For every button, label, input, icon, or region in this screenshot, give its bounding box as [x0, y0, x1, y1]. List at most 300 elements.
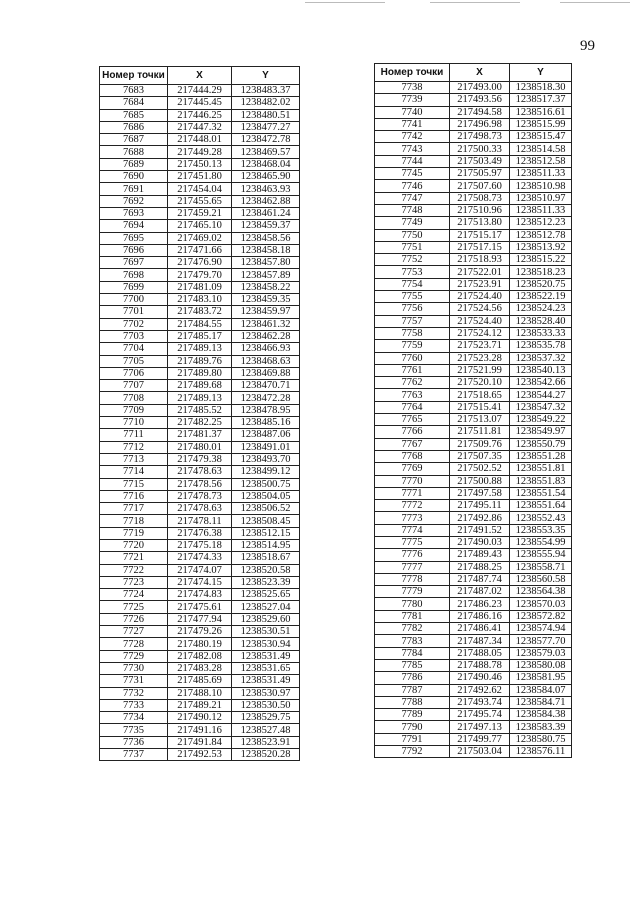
x-coordinate-cell: 217517.15 — [450, 241, 510, 253]
x-coordinate-cell: 217489.68 — [168, 380, 232, 392]
y-coordinate-cell: 1238515.22 — [510, 254, 572, 266]
column-header-x: X — [450, 64, 510, 82]
y-coordinate-cell: 1238583.39 — [510, 721, 572, 733]
x-coordinate-cell: 217475.61 — [168, 601, 232, 613]
table-row — [375, 684, 572, 696]
point-number-cell: 7712 — [100, 441, 168, 453]
table-row — [100, 367, 300, 379]
point-number-cell: 7707 — [100, 380, 168, 392]
table-row — [100, 515, 300, 527]
y-coordinate-cell: 1238462.88 — [232, 195, 300, 207]
x-coordinate-cell: 217476.38 — [168, 527, 232, 539]
y-coordinate-cell: 1238459.37 — [232, 220, 300, 232]
x-coordinate-cell: 217524.56 — [450, 303, 510, 315]
x-coordinate-cell: 217523.71 — [450, 340, 510, 352]
table-row — [375, 463, 572, 475]
x-coordinate-cell: 217489.80 — [168, 367, 232, 379]
x-coordinate-cell: 217487.34 — [450, 635, 510, 647]
table-row — [100, 576, 300, 588]
point-number-cell: 7764 — [375, 401, 450, 413]
y-coordinate-cell: 1238580.08 — [510, 659, 572, 671]
table-row — [375, 327, 572, 339]
y-coordinate-cell: 1238528.40 — [510, 315, 572, 327]
point-number-cell: 7703 — [100, 330, 168, 342]
table-row — [100, 466, 300, 478]
point-number-cell: 7792 — [375, 746, 450, 758]
point-number-cell: 7774 — [375, 524, 450, 536]
table-row — [100, 564, 300, 576]
y-coordinate-cell: 1238499.12 — [232, 466, 300, 478]
x-coordinate-cell: 217486.41 — [450, 623, 510, 635]
y-coordinate-cell: 1238523.39 — [232, 576, 300, 588]
x-coordinate-cell: 217474.83 — [168, 589, 232, 601]
x-coordinate-cell: 217454.04 — [168, 183, 232, 195]
x-coordinate-cell: 217484.55 — [168, 318, 232, 330]
x-coordinate-cell: 217493.74 — [450, 696, 510, 708]
y-coordinate-cell: 1238500.75 — [232, 478, 300, 490]
x-coordinate-cell: 217515.17 — [450, 229, 510, 241]
point-number-cell: 7767 — [375, 438, 450, 450]
table-row — [100, 134, 300, 146]
y-coordinate-cell: 1238529.60 — [232, 613, 300, 625]
x-coordinate-cell: 217480.19 — [168, 638, 232, 650]
x-coordinate-cell: 217518.65 — [450, 389, 510, 401]
y-coordinate-cell: 1238554.99 — [510, 536, 572, 548]
table-row — [100, 650, 300, 662]
point-number-cell: 7698 — [100, 269, 168, 281]
x-coordinate-cell: 217505.97 — [450, 168, 510, 180]
point-number-cell: 7717 — [100, 503, 168, 515]
point-number-cell: 7747 — [375, 192, 450, 204]
table-row — [375, 278, 572, 290]
point-number-cell: 7743 — [375, 143, 450, 155]
table-row — [100, 355, 300, 367]
table-row — [100, 232, 300, 244]
table-header-row — [100, 67, 300, 85]
y-coordinate-cell: 1238472.28 — [232, 392, 300, 404]
point-number-cell: 7694 — [100, 220, 168, 232]
point-number-cell: 7716 — [100, 490, 168, 502]
table-row — [375, 364, 572, 376]
point-number-cell: 7790 — [375, 721, 450, 733]
x-coordinate-cell: 217495.11 — [450, 500, 510, 512]
table-row — [100, 638, 300, 650]
point-number-cell: 7791 — [375, 733, 450, 745]
point-number-cell: 7730 — [100, 662, 168, 674]
y-coordinate-cell: 1238463.93 — [232, 183, 300, 195]
x-coordinate-cell: 217490.46 — [450, 672, 510, 684]
table-row — [375, 254, 572, 266]
point-number-cell: 7723 — [100, 576, 168, 588]
y-coordinate-cell: 1238553.35 — [510, 524, 572, 536]
point-number-cell: 7784 — [375, 647, 450, 659]
point-number-cell: 7702 — [100, 318, 168, 330]
table-row — [100, 417, 300, 429]
x-coordinate-cell: 217490.12 — [168, 712, 232, 724]
page-number: 99 — [580, 38, 595, 54]
table-row — [375, 118, 572, 130]
table-row — [100, 429, 300, 441]
table-row — [375, 647, 572, 659]
y-coordinate-cell: 1238515.47 — [510, 131, 572, 143]
y-coordinate-cell: 1238576.11 — [510, 746, 572, 758]
point-number-cell: 7783 — [375, 635, 450, 647]
y-coordinate-cell: 1238533.33 — [510, 327, 572, 339]
point-number-cell: 7776 — [375, 549, 450, 561]
scan-artifact-line — [560, 2, 630, 3]
y-coordinate-cell: 1238547.32 — [510, 401, 572, 413]
x-coordinate-cell: 217492.86 — [450, 512, 510, 524]
table-row — [100, 749, 300, 761]
x-coordinate-cell: 217489.76 — [168, 355, 232, 367]
point-number-cell: 7765 — [375, 414, 450, 426]
y-coordinate-cell: 1238512.58 — [510, 155, 572, 167]
x-coordinate-cell: 217475.18 — [168, 539, 232, 551]
y-coordinate-cell: 1238584.07 — [510, 684, 572, 696]
y-coordinate-cell: 1238531.49 — [232, 675, 300, 687]
y-coordinate-cell: 1238584.71 — [510, 696, 572, 708]
point-number-cell: 7731 — [100, 675, 168, 687]
x-coordinate-cell: 217507.60 — [450, 180, 510, 192]
y-coordinate-cell: 1238514.95 — [232, 539, 300, 551]
point-number-cell: 7757 — [375, 315, 450, 327]
table-row — [375, 352, 572, 364]
point-number-cell: 7746 — [375, 180, 450, 192]
y-coordinate-cell: 1238551.81 — [510, 463, 572, 475]
x-coordinate-cell: 217478.73 — [168, 490, 232, 502]
y-coordinate-cell: 1238462.28 — [232, 330, 300, 342]
y-coordinate-cell: 1238458.18 — [232, 244, 300, 256]
table-row — [100, 318, 300, 330]
table-row — [100, 392, 300, 404]
point-number-cell: 7690 — [100, 171, 168, 183]
y-coordinate-cell: 1238522.19 — [510, 291, 572, 303]
table-row — [375, 672, 572, 684]
x-coordinate-cell: 217476.90 — [168, 257, 232, 269]
y-coordinate-cell: 1238512.78 — [510, 229, 572, 241]
table-row — [375, 696, 572, 708]
y-coordinate-cell: 1238570.03 — [510, 598, 572, 610]
point-number-cell: 7688 — [100, 146, 168, 158]
point-number-cell: 7772 — [375, 500, 450, 512]
table-row — [375, 131, 572, 143]
y-coordinate-cell: 1238457.80 — [232, 257, 300, 269]
table-row — [100, 527, 300, 539]
point-number-cell: 7684 — [100, 97, 168, 109]
x-coordinate-cell: 217481.37 — [168, 429, 232, 441]
x-coordinate-cell: 217496.98 — [450, 118, 510, 130]
x-coordinate-cell: 217520.10 — [450, 377, 510, 389]
point-number-cell: 7714 — [100, 466, 168, 478]
x-coordinate-cell: 217497.13 — [450, 721, 510, 733]
x-coordinate-cell: 217515.41 — [450, 401, 510, 413]
x-coordinate-cell: 217507.35 — [450, 450, 510, 462]
point-number-cell: 7749 — [375, 217, 450, 229]
y-coordinate-cell: 1238469.88 — [232, 367, 300, 379]
y-coordinate-cell: 1238530.94 — [232, 638, 300, 650]
point-number-cell: 7788 — [375, 696, 450, 708]
x-coordinate-cell: 217449.28 — [168, 146, 232, 158]
x-coordinate-cell: 217488.25 — [450, 561, 510, 573]
y-coordinate-cell: 1238540.13 — [510, 364, 572, 376]
x-coordinate-cell: 217478.63 — [168, 466, 232, 478]
x-coordinate-cell: 217498.73 — [450, 131, 510, 143]
y-coordinate-cell: 1238477.27 — [232, 121, 300, 133]
x-coordinate-cell: 217469.02 — [168, 232, 232, 244]
point-number-cell: 7738 — [375, 82, 450, 94]
x-coordinate-cell: 217474.07 — [168, 564, 232, 576]
x-coordinate-cell: 217500.33 — [450, 143, 510, 155]
x-coordinate-cell: 217492.53 — [168, 749, 232, 761]
table-row — [100, 453, 300, 465]
x-coordinate-cell: 217479.26 — [168, 626, 232, 638]
x-coordinate-cell: 217447.32 — [168, 121, 232, 133]
table-header-row — [375, 64, 572, 82]
x-coordinate-cell: 217478.63 — [168, 503, 232, 515]
y-coordinate-cell: 1238564.38 — [510, 586, 572, 598]
x-coordinate-cell: 217478.56 — [168, 478, 232, 490]
table-row — [100, 503, 300, 515]
table-row — [375, 377, 572, 389]
x-coordinate-cell: 217480.01 — [168, 441, 232, 453]
table-row — [375, 549, 572, 561]
point-number-cell: 7755 — [375, 291, 450, 303]
x-coordinate-cell: 217494.58 — [450, 106, 510, 118]
table-row — [100, 712, 300, 724]
point-number-cell: 7770 — [375, 475, 450, 487]
point-number-cell: 7719 — [100, 527, 168, 539]
y-coordinate-cell: 1238537.32 — [510, 352, 572, 364]
y-coordinate-cell: 1238465.90 — [232, 171, 300, 183]
table-row — [375, 573, 572, 585]
table-row — [100, 257, 300, 269]
x-coordinate-cell: 217510.96 — [450, 204, 510, 216]
table-row — [375, 733, 572, 745]
y-coordinate-cell: 1238512.23 — [510, 217, 572, 229]
point-number-cell: 7691 — [100, 183, 168, 195]
x-coordinate-cell: 217474.15 — [168, 576, 232, 588]
x-coordinate-cell: 217518.93 — [450, 254, 510, 266]
y-coordinate-cell: 1238459.35 — [232, 294, 300, 306]
coordinates-table-right — [374, 63, 572, 758]
point-number-cell: 7685 — [100, 109, 168, 121]
y-coordinate-cell: 1238520.58 — [232, 564, 300, 576]
y-coordinate-cell: 1238531.65 — [232, 662, 300, 674]
x-coordinate-cell: 217523.28 — [450, 352, 510, 364]
table-row — [100, 220, 300, 232]
y-coordinate-cell: 1238530.50 — [232, 699, 300, 711]
x-coordinate-cell: 217491.84 — [168, 736, 232, 748]
point-number-cell: 7713 — [100, 453, 168, 465]
point-number-cell: 7760 — [375, 352, 450, 364]
point-number-cell: 7693 — [100, 207, 168, 219]
point-number-cell: 7748 — [375, 204, 450, 216]
point-number-cell: 7778 — [375, 573, 450, 585]
table-row — [100, 171, 300, 183]
table-row — [100, 183, 300, 195]
table-row — [100, 675, 300, 687]
table-row — [100, 294, 300, 306]
point-number-cell: 7756 — [375, 303, 450, 315]
y-coordinate-cell: 1238552.43 — [510, 512, 572, 524]
x-coordinate-cell: 217500.88 — [450, 475, 510, 487]
y-coordinate-cell: 1238529.75 — [232, 712, 300, 724]
table-row — [100, 478, 300, 490]
point-number-cell: 7686 — [100, 121, 168, 133]
point-number-cell: 7779 — [375, 586, 450, 598]
y-coordinate-cell: 1238527.48 — [232, 724, 300, 736]
table-row — [100, 613, 300, 625]
point-number-cell: 7741 — [375, 118, 450, 130]
point-number-cell: 7708 — [100, 392, 168, 404]
point-number-cell: 7754 — [375, 278, 450, 290]
table-row — [100, 244, 300, 256]
table-row — [100, 589, 300, 601]
x-coordinate-cell: 217493.00 — [450, 82, 510, 94]
point-number-cell: 7706 — [100, 367, 168, 379]
y-coordinate-cell: 1238542.66 — [510, 377, 572, 389]
y-coordinate-cell: 1238544.27 — [510, 389, 572, 401]
y-coordinate-cell: 1238516.61 — [510, 106, 572, 118]
table-row — [375, 192, 572, 204]
x-coordinate-cell: 217489.21 — [168, 699, 232, 711]
x-coordinate-cell: 217455.65 — [168, 195, 232, 207]
table-row — [375, 414, 572, 426]
x-coordinate-cell: 217474.33 — [168, 552, 232, 564]
y-coordinate-cell: 1238515.99 — [510, 118, 572, 130]
table-row — [100, 158, 300, 170]
point-number-cell: 7768 — [375, 450, 450, 462]
y-coordinate-cell: 1238466.93 — [232, 343, 300, 355]
point-number-cell: 7715 — [100, 478, 168, 490]
x-coordinate-cell: 217488.78 — [450, 659, 510, 671]
x-coordinate-cell: 217524.40 — [450, 291, 510, 303]
table-row — [375, 82, 572, 94]
y-coordinate-cell: 1238584.38 — [510, 709, 572, 721]
y-coordinate-cell: 1238510.97 — [510, 192, 572, 204]
table-row — [375, 291, 572, 303]
y-coordinate-cell: 1238525.65 — [232, 589, 300, 601]
point-number-cell: 7766 — [375, 426, 450, 438]
table-row — [100, 441, 300, 453]
x-coordinate-cell: 217502.52 — [450, 463, 510, 475]
table-row — [375, 168, 572, 180]
point-number-cell: 7782 — [375, 623, 450, 635]
x-coordinate-cell: 217489.13 — [168, 392, 232, 404]
x-coordinate-cell: 217478.11 — [168, 515, 232, 527]
y-coordinate-cell: 1238520.28 — [232, 749, 300, 761]
point-number-cell: 7696 — [100, 244, 168, 256]
y-coordinate-cell: 1238574.94 — [510, 623, 572, 635]
y-coordinate-cell: 1238485.16 — [232, 417, 300, 429]
y-coordinate-cell: 1238523.91 — [232, 736, 300, 748]
point-number-cell: 7720 — [100, 539, 168, 551]
x-coordinate-cell: 217482.08 — [168, 650, 232, 662]
point-number-cell: 7780 — [375, 598, 450, 610]
table-row — [100, 343, 300, 355]
y-coordinate-cell: 1238551.64 — [510, 500, 572, 512]
table-row — [375, 94, 572, 106]
point-number-cell: 7775 — [375, 536, 450, 548]
x-coordinate-cell: 217490.03 — [450, 536, 510, 548]
point-number-cell: 7687 — [100, 134, 168, 146]
y-coordinate-cell: 1238579.03 — [510, 647, 572, 659]
x-coordinate-cell: 217497.58 — [450, 487, 510, 499]
point-number-cell: 7736 — [100, 736, 168, 748]
table-row — [100, 269, 300, 281]
table-row — [375, 426, 572, 438]
column-header-y: Y — [510, 64, 572, 82]
table-row — [375, 586, 572, 598]
table-row — [375, 500, 572, 512]
point-number-cell: 7726 — [100, 613, 168, 625]
table-row — [375, 389, 572, 401]
point-number-cell: 7786 — [375, 672, 450, 684]
point-number-cell: 7759 — [375, 340, 450, 352]
y-coordinate-cell: 1238535.78 — [510, 340, 572, 352]
table-row — [100, 85, 300, 97]
x-coordinate-cell: 217489.13 — [168, 343, 232, 355]
point-number-cell: 7744 — [375, 155, 450, 167]
x-coordinate-cell: 217483.72 — [168, 306, 232, 318]
point-number-cell: 7769 — [375, 463, 450, 475]
point-number-cell: 7700 — [100, 294, 168, 306]
point-number-cell: 7742 — [375, 131, 450, 143]
y-coordinate-cell: 1238458.22 — [232, 281, 300, 293]
y-coordinate-cell: 1238580.75 — [510, 733, 572, 745]
x-coordinate-cell: 217481.09 — [168, 281, 232, 293]
table-row — [100, 330, 300, 342]
x-coordinate-cell: 217471.66 — [168, 244, 232, 256]
x-coordinate-cell: 217448.01 — [168, 134, 232, 146]
y-coordinate-cell: 1238493.70 — [232, 453, 300, 465]
table-row — [100, 97, 300, 109]
table-row — [375, 524, 572, 536]
x-coordinate-cell: 217485.69 — [168, 675, 232, 687]
table-row — [100, 662, 300, 674]
table-row — [100, 281, 300, 293]
point-number-cell: 7710 — [100, 417, 168, 429]
table-row — [375, 266, 572, 278]
table-row — [100, 306, 300, 318]
table-row — [375, 217, 572, 229]
point-number-cell: 7692 — [100, 195, 168, 207]
x-coordinate-cell: 217509.76 — [450, 438, 510, 450]
y-coordinate-cell: 1238457.89 — [232, 269, 300, 281]
table-row — [100, 626, 300, 638]
x-coordinate-cell: 217524.40 — [450, 315, 510, 327]
y-coordinate-cell: 1238472.78 — [232, 134, 300, 146]
table-row — [375, 659, 572, 671]
y-coordinate-cell: 1238510.98 — [510, 180, 572, 192]
table-row — [100, 601, 300, 613]
y-coordinate-cell: 1238524.23 — [510, 303, 572, 315]
y-coordinate-cell: 1238551.54 — [510, 487, 572, 499]
point-number-cell: 7728 — [100, 638, 168, 650]
y-coordinate-cell: 1238577.70 — [510, 635, 572, 647]
point-number-cell: 7709 — [100, 404, 168, 416]
x-coordinate-cell: 217444.29 — [168, 85, 232, 97]
y-coordinate-cell: 1238461.32 — [232, 318, 300, 330]
x-coordinate-cell: 217482.25 — [168, 417, 232, 429]
x-coordinate-cell: 217503.04 — [450, 746, 510, 758]
table-row — [100, 109, 300, 121]
x-coordinate-cell: 217488.10 — [168, 687, 232, 699]
table-row — [375, 340, 572, 352]
point-number-cell: 7751 — [375, 241, 450, 253]
table-row — [375, 512, 572, 524]
point-number-cell: 7761 — [375, 364, 450, 376]
